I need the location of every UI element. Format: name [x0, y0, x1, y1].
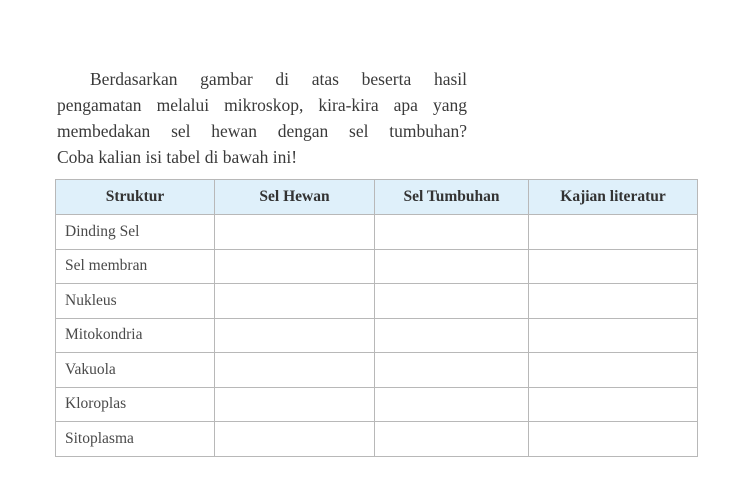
header-struktur: Struktur: [56, 180, 215, 215]
table-row: [56, 215, 698, 250]
struktur-cell: Sel membran: [56, 249, 215, 284]
sel-tumbuhan-cell[interactable]: [375, 215, 529, 250]
struktur-cell: Kloroplas: [56, 387, 215, 422]
paragraph-line: membedakan sel hewan dengan sel tumbuhan?: [57, 121, 467, 141]
sel-tumbuhan-cell[interactable]: [375, 318, 529, 353]
struktur-cell: Sitoplasma: [56, 422, 215, 457]
sel-hewan-cell[interactable]: [215, 284, 375, 319]
sel-hewan-cell[interactable]: [215, 422, 375, 457]
sel-tumbuhan-cell[interactable]: [375, 387, 529, 422]
struktur-cell: Vakuola: [56, 353, 215, 388]
sel-tumbuhan-cell[interactable]: [375, 353, 529, 388]
header-sel-tumbuhan: Sel Tumbuhan: [375, 180, 529, 215]
table-row: [56, 318, 698, 353]
paragraph-line: Coba kalian isi tabel di bawah ini!: [57, 147, 298, 167]
sel-hewan-cell[interactable]: [215, 215, 375, 250]
struktur-cell: Nukleus: [56, 284, 215, 319]
sel-hewan-cell[interactable]: [215, 318, 375, 353]
cell-comparison-table: [55, 179, 698, 457]
sel-tumbuhan-cell[interactable]: [375, 249, 529, 284]
table-header-row: [56, 180, 698, 215]
header-sel-hewan: Sel Hewan: [215, 180, 375, 215]
paragraph-line: Berdasarkan gambar di atas beserta hasil: [90, 69, 467, 89]
sel-tumbuhan-cell[interactable]: [375, 284, 529, 319]
struktur-cell: Dinding Sel: [56, 215, 215, 250]
paragraph-line: pengamatan melalui mikroskop, kira-kira apa yang: [57, 95, 467, 115]
instruction-paragraph: [57, 66, 467, 170]
struktur-cell: Mitokondria: [56, 318, 215, 353]
kajian-cell[interactable]: [529, 249, 698, 284]
kajian-cell[interactable]: [529, 387, 698, 422]
table-row: [56, 353, 698, 388]
kajian-cell[interactable]: [529, 422, 698, 457]
sel-hewan-cell[interactable]: [215, 249, 375, 284]
kajian-cell[interactable]: [529, 284, 698, 319]
header-kajian-literatur: Kajian literatur: [529, 180, 698, 215]
table-row: [56, 422, 698, 457]
comparison-table-wrapper: [55, 179, 697, 457]
sel-tumbuhan-cell[interactable]: [375, 422, 529, 457]
sel-hewan-cell[interactable]: [215, 387, 375, 422]
sel-hewan-cell[interactable]: [215, 353, 375, 388]
kajian-cell[interactable]: [529, 353, 698, 388]
table-row: [56, 387, 698, 422]
table-row: [56, 284, 698, 319]
kajian-cell[interactable]: [529, 215, 698, 250]
kajian-cell[interactable]: [529, 318, 698, 353]
table-row: [56, 249, 698, 284]
